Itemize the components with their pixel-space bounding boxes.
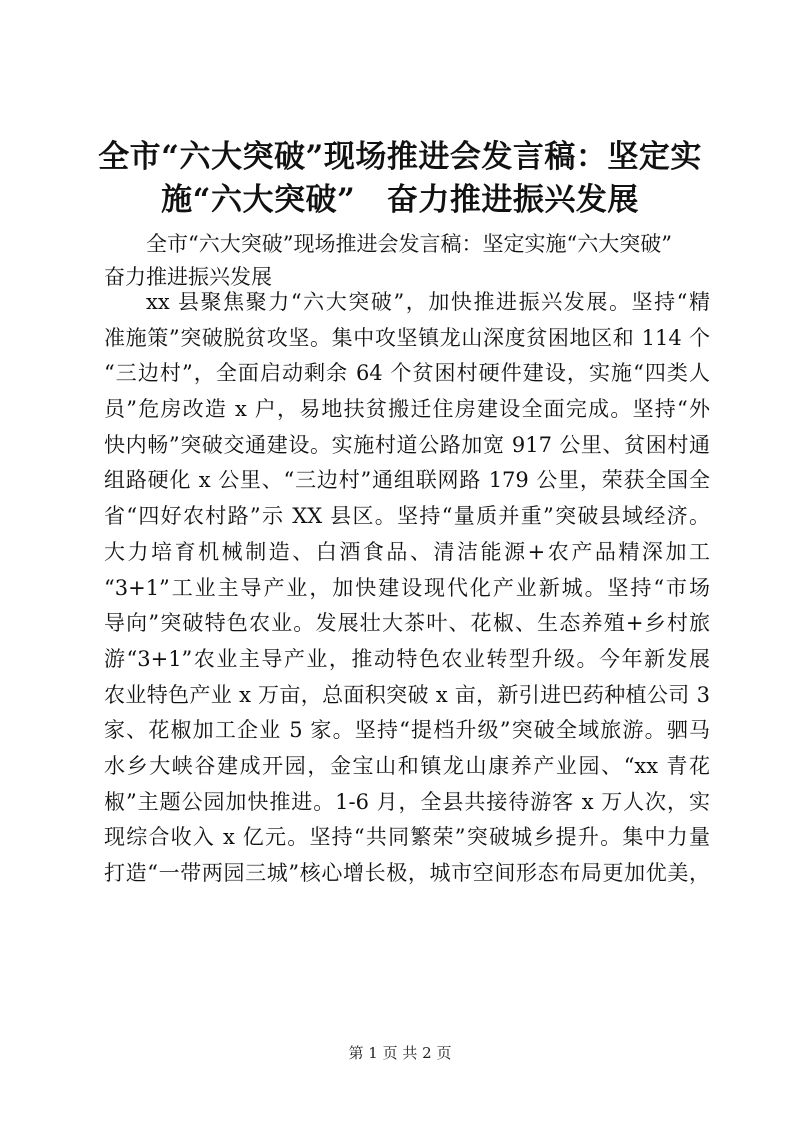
- subtitle-line: 全市“六大突破”现场推进会发言稿：坚定实施“六大突破”: [146, 232, 672, 256]
- body-line: 家、花椒加工企业 5 家。坚持“提档升级”突破全域旅游。驷马: [104, 718, 710, 743]
- body-line: 现综合收入 x 亿元。坚持“共同繁荣”突破城乡提升。集中力量: [104, 825, 710, 850]
- body-line: 打造“一带两园三城”核心增长极，城市空间形态布局更加优美，: [104, 861, 710, 885]
- body-line: 大力培育机械制造、白酒食品、清洁能源+农产品精深加工: [104, 539, 710, 564]
- body-line: 导向”突破特色农业。发展壮大茶叶、花椒、生态养殖+乡村旅: [104, 611, 710, 636]
- body-line: 快内畅”突破交通建设。实施村道公路加宽 917 公里、贫困村通: [104, 432, 710, 457]
- body-line: 水乡大峡谷建成开园，金宝山和镇龙山康养产业园、“xx 青花: [104, 753, 710, 778]
- body-line: xx 县聚焦聚力“六大突破”，加快推进振兴发展。坚持“精: [146, 290, 710, 314]
- body-line: 员”危房改造 x 户，易地扶贫搬迁住房建设全面完成。坚持“外: [104, 397, 710, 422]
- body-line: “三边村”，全面启动剩余 64 个贫困村硬件建设，实施“四类人: [104, 361, 710, 386]
- body-line: 游“3+1”农业主导产业，推动特色农业转型升级。今年新发展: [104, 646, 710, 671]
- page-footer: [0, 1043, 800, 1063]
- title-line: 全市“六大突破”现场推进会发言稿：坚定实: [98, 139, 702, 175]
- document-title: [95, 136, 705, 222]
- subtitle-line: 奋力推进振兴发展: [104, 265, 272, 289]
- body-line: 省“四好农村路”示 XX 县区。坚持“量质并重”突破县域经济。: [104, 504, 710, 529]
- body-line: 组路硬化 x 公里、“三边村”通组联网路 179 公里，荣获全国全: [104, 468, 710, 493]
- body-line: “3+1”工业主导产业，加快建设现代化产业新城。坚持“市场: [104, 575, 710, 600]
- body-paragraph: [104, 285, 710, 892]
- page-number: 第 1 页 共 2 页: [348, 1044, 452, 1062]
- body-line: 准施策”突破脱贫攻坚。集中攻坚镇龙山深度贫困地区和 114 个: [104, 325, 710, 350]
- body-line: 农业特色产业 x 万亩，总面积突破 x 亩，新引进巴药种植公司 3: [104, 682, 710, 707]
- body-line: 椒”主题公园加快推进。1-6 月，全县共接待游客 x 万人次，实: [104, 789, 710, 814]
- title-line: 施“六大突破” 奋力推进振兴发展: [161, 182, 639, 218]
